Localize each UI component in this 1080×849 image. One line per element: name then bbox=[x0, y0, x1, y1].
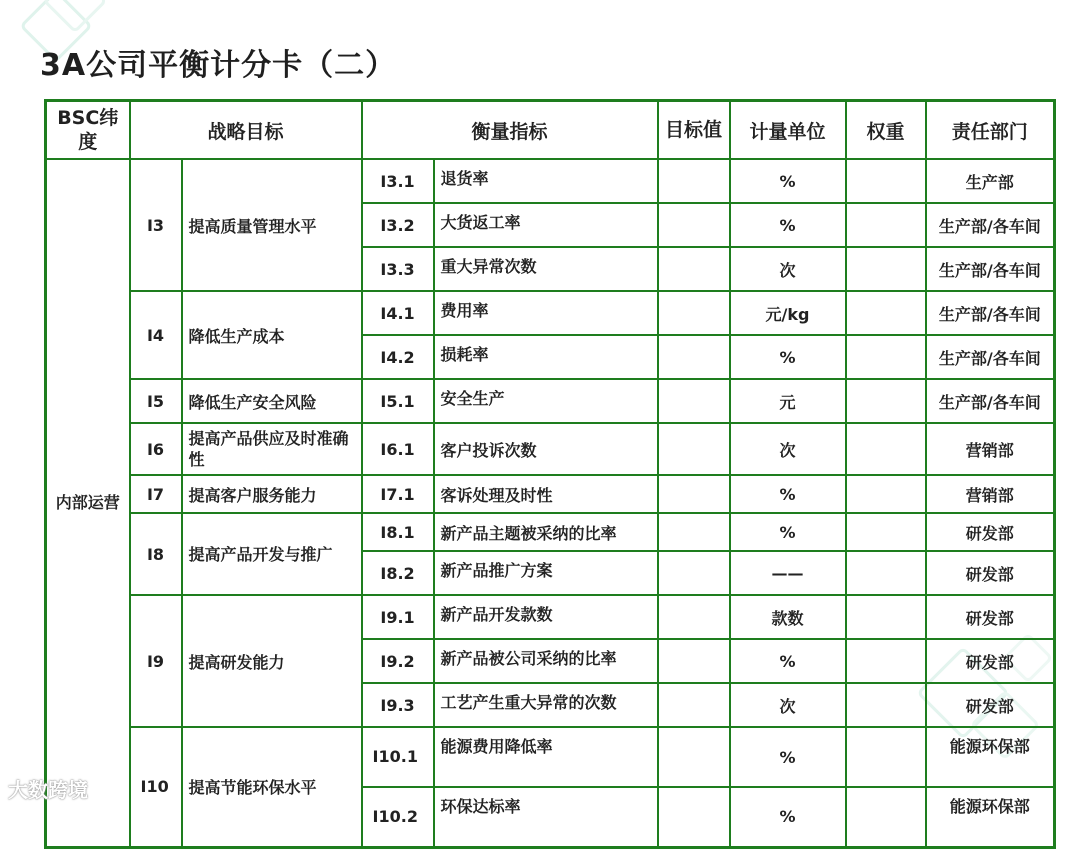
dimension-cell: 内部运营 bbox=[46, 159, 130, 847]
target-cell bbox=[658, 203, 730, 247]
target-cell bbox=[658, 639, 730, 683]
target-cell bbox=[658, 727, 730, 787]
header-department: 责任部门 bbox=[926, 101, 1055, 160]
weight-cell bbox=[846, 727, 926, 787]
weight-cell bbox=[846, 423, 926, 475]
header-unit: 计量单位 bbox=[730, 101, 846, 160]
goal-code: I7 bbox=[130, 475, 182, 513]
department-cell: 营销部 bbox=[926, 423, 1055, 475]
metric-code: I4.2 bbox=[362, 335, 434, 379]
department-cell: 研发部 bbox=[926, 551, 1055, 595]
metric-code: I9.3 bbox=[362, 683, 434, 727]
goal-code: I3 bbox=[130, 159, 182, 291]
page-title: 3A公司平衡计分卡（二） bbox=[40, 48, 397, 83]
weight-cell bbox=[846, 291, 926, 335]
metric-code: I9.2 bbox=[362, 639, 434, 683]
unit-cell: % bbox=[730, 475, 846, 513]
header-dimension: BSC纬度 bbox=[46, 101, 130, 160]
header-target: 目标值 bbox=[658, 101, 730, 160]
target-cell bbox=[658, 475, 730, 513]
metric-name: 客户投诉次数 bbox=[434, 423, 658, 475]
goal-code: I6 bbox=[130, 423, 182, 475]
metric-name: 新产品开发款数 bbox=[434, 595, 658, 639]
table-row bbox=[46, 595, 1055, 639]
target-cell bbox=[658, 423, 730, 475]
unit-cell: 次 bbox=[730, 247, 846, 291]
header-weight: 权重 bbox=[846, 101, 926, 160]
metric-code: I7.1 bbox=[362, 475, 434, 513]
table-row bbox=[46, 513, 1055, 551]
unit-cell: 款数 bbox=[730, 595, 846, 639]
department-cell: 生产部/各车间 bbox=[926, 291, 1055, 335]
metric-code: I3.3 bbox=[362, 247, 434, 291]
weight-cell bbox=[846, 247, 926, 291]
metric-code: I10.2 bbox=[362, 787, 434, 847]
unit-cell: % bbox=[730, 159, 846, 203]
unit-cell: % bbox=[730, 787, 846, 847]
target-cell bbox=[658, 247, 730, 291]
target-cell bbox=[658, 159, 730, 203]
unit-cell: 元/kg bbox=[730, 291, 846, 335]
goal-code: I9 bbox=[130, 595, 182, 727]
metric-code: I3.1 bbox=[362, 159, 434, 203]
weight-cell bbox=[846, 551, 926, 595]
weight-cell bbox=[846, 513, 926, 551]
goal-text: 提高质量管理水平 bbox=[182, 159, 362, 291]
table-row bbox=[46, 423, 1055, 475]
weight-cell bbox=[846, 683, 926, 727]
weight-cell bbox=[846, 639, 926, 683]
unit-cell: % bbox=[730, 639, 846, 683]
metric-code: I5.1 bbox=[362, 379, 434, 423]
unit-cell: 元 bbox=[730, 379, 846, 423]
unit-cell: 次 bbox=[730, 423, 846, 475]
metric-code: I4.1 bbox=[362, 291, 434, 335]
department-cell: 研发部 bbox=[926, 683, 1055, 727]
metric-name: 环保达标率 bbox=[434, 787, 658, 847]
weight-cell bbox=[846, 335, 926, 379]
table-row bbox=[46, 727, 1055, 787]
department-cell: 研发部 bbox=[926, 639, 1055, 683]
unit-cell: —— bbox=[730, 551, 846, 595]
target-cell bbox=[658, 683, 730, 727]
department-cell: 生产部/各车间 bbox=[926, 203, 1055, 247]
unit-cell: % bbox=[730, 203, 846, 247]
metric-name: 重大异常次数 bbox=[434, 247, 658, 291]
metric-name: 新产品推广方案 bbox=[434, 551, 658, 595]
department-cell: 生产部/各车间 bbox=[926, 379, 1055, 423]
goal-text: 降低生产成本 bbox=[182, 291, 362, 379]
metric-name: 新产品主题被采纳的比率 bbox=[434, 513, 658, 551]
department-cell: 能源环保部 bbox=[926, 727, 1055, 787]
goal-text: 提高节能环保水平 bbox=[182, 727, 362, 847]
department-cell: 能源环保部 bbox=[926, 787, 1055, 847]
target-cell bbox=[658, 551, 730, 595]
goal-text: 提高客户服务能力 bbox=[182, 475, 362, 513]
table-row bbox=[46, 159, 1055, 203]
metric-code: I6.1 bbox=[362, 423, 434, 475]
metric-code: I10.1 bbox=[362, 727, 434, 787]
table-row bbox=[46, 379, 1055, 423]
metric-name: 安全生产 bbox=[434, 379, 658, 423]
weight-cell bbox=[846, 159, 926, 203]
metric-name: 退货率 bbox=[434, 159, 658, 203]
header-strategy: 战略目标 bbox=[130, 101, 362, 160]
metric-name: 损耗率 bbox=[434, 335, 658, 379]
unit-cell: % bbox=[730, 727, 846, 787]
weight-cell bbox=[846, 379, 926, 423]
goal-text: 提高研发能力 bbox=[182, 595, 362, 727]
header-row bbox=[46, 101, 1055, 160]
department-cell: 生产部 bbox=[926, 159, 1055, 203]
target-cell bbox=[658, 335, 730, 379]
header-measure: 衡量指标 bbox=[362, 101, 658, 160]
unit-cell: 次 bbox=[730, 683, 846, 727]
weight-cell bbox=[846, 595, 926, 639]
department-cell: 研发部 bbox=[926, 513, 1055, 551]
balanced-scorecard-table bbox=[44, 99, 1056, 849]
weight-cell bbox=[846, 787, 926, 847]
goal-text: 提高产品供应及时准确性 bbox=[182, 423, 362, 475]
weight-cell bbox=[846, 475, 926, 513]
metric-code: I8.1 bbox=[362, 513, 434, 551]
table-row bbox=[46, 291, 1055, 335]
unit-cell: % bbox=[730, 513, 846, 551]
goal-code: I5 bbox=[130, 379, 182, 423]
target-cell bbox=[658, 379, 730, 423]
department-cell: 生产部/各车间 bbox=[926, 335, 1055, 379]
goal-code: I4 bbox=[130, 291, 182, 379]
metric-code: I9.1 bbox=[362, 595, 434, 639]
metric-name: 新产品被公司采纳的比率 bbox=[434, 639, 658, 683]
target-cell bbox=[658, 513, 730, 551]
target-cell bbox=[658, 291, 730, 335]
department-cell: 生产部/各车间 bbox=[926, 247, 1055, 291]
unit-cell: % bbox=[730, 335, 846, 379]
metric-name: 大货返工率 bbox=[434, 203, 658, 247]
goal-text: 提高产品开发与推广 bbox=[182, 513, 362, 595]
metric-code: I3.2 bbox=[362, 203, 434, 247]
metric-name: 工艺产生重大异常的次数 bbox=[434, 683, 658, 727]
metric-name: 能源费用降低率 bbox=[434, 727, 658, 787]
goal-text: 降低生产安全风险 bbox=[182, 379, 362, 423]
department-cell: 营销部 bbox=[926, 475, 1055, 513]
department-cell: 研发部 bbox=[926, 595, 1055, 639]
watermark-text: 大数跨境 bbox=[8, 778, 88, 802]
metric-name: 费用率 bbox=[434, 291, 658, 335]
weight-cell bbox=[846, 203, 926, 247]
metric-code: I8.2 bbox=[362, 551, 434, 595]
target-cell bbox=[658, 595, 730, 639]
goal-code: I8 bbox=[130, 513, 182, 595]
metric-name: 客诉处理及时性 bbox=[434, 475, 658, 513]
target-cell bbox=[658, 787, 730, 847]
table-row bbox=[46, 475, 1055, 513]
goal-code: I10 bbox=[130, 727, 182, 847]
